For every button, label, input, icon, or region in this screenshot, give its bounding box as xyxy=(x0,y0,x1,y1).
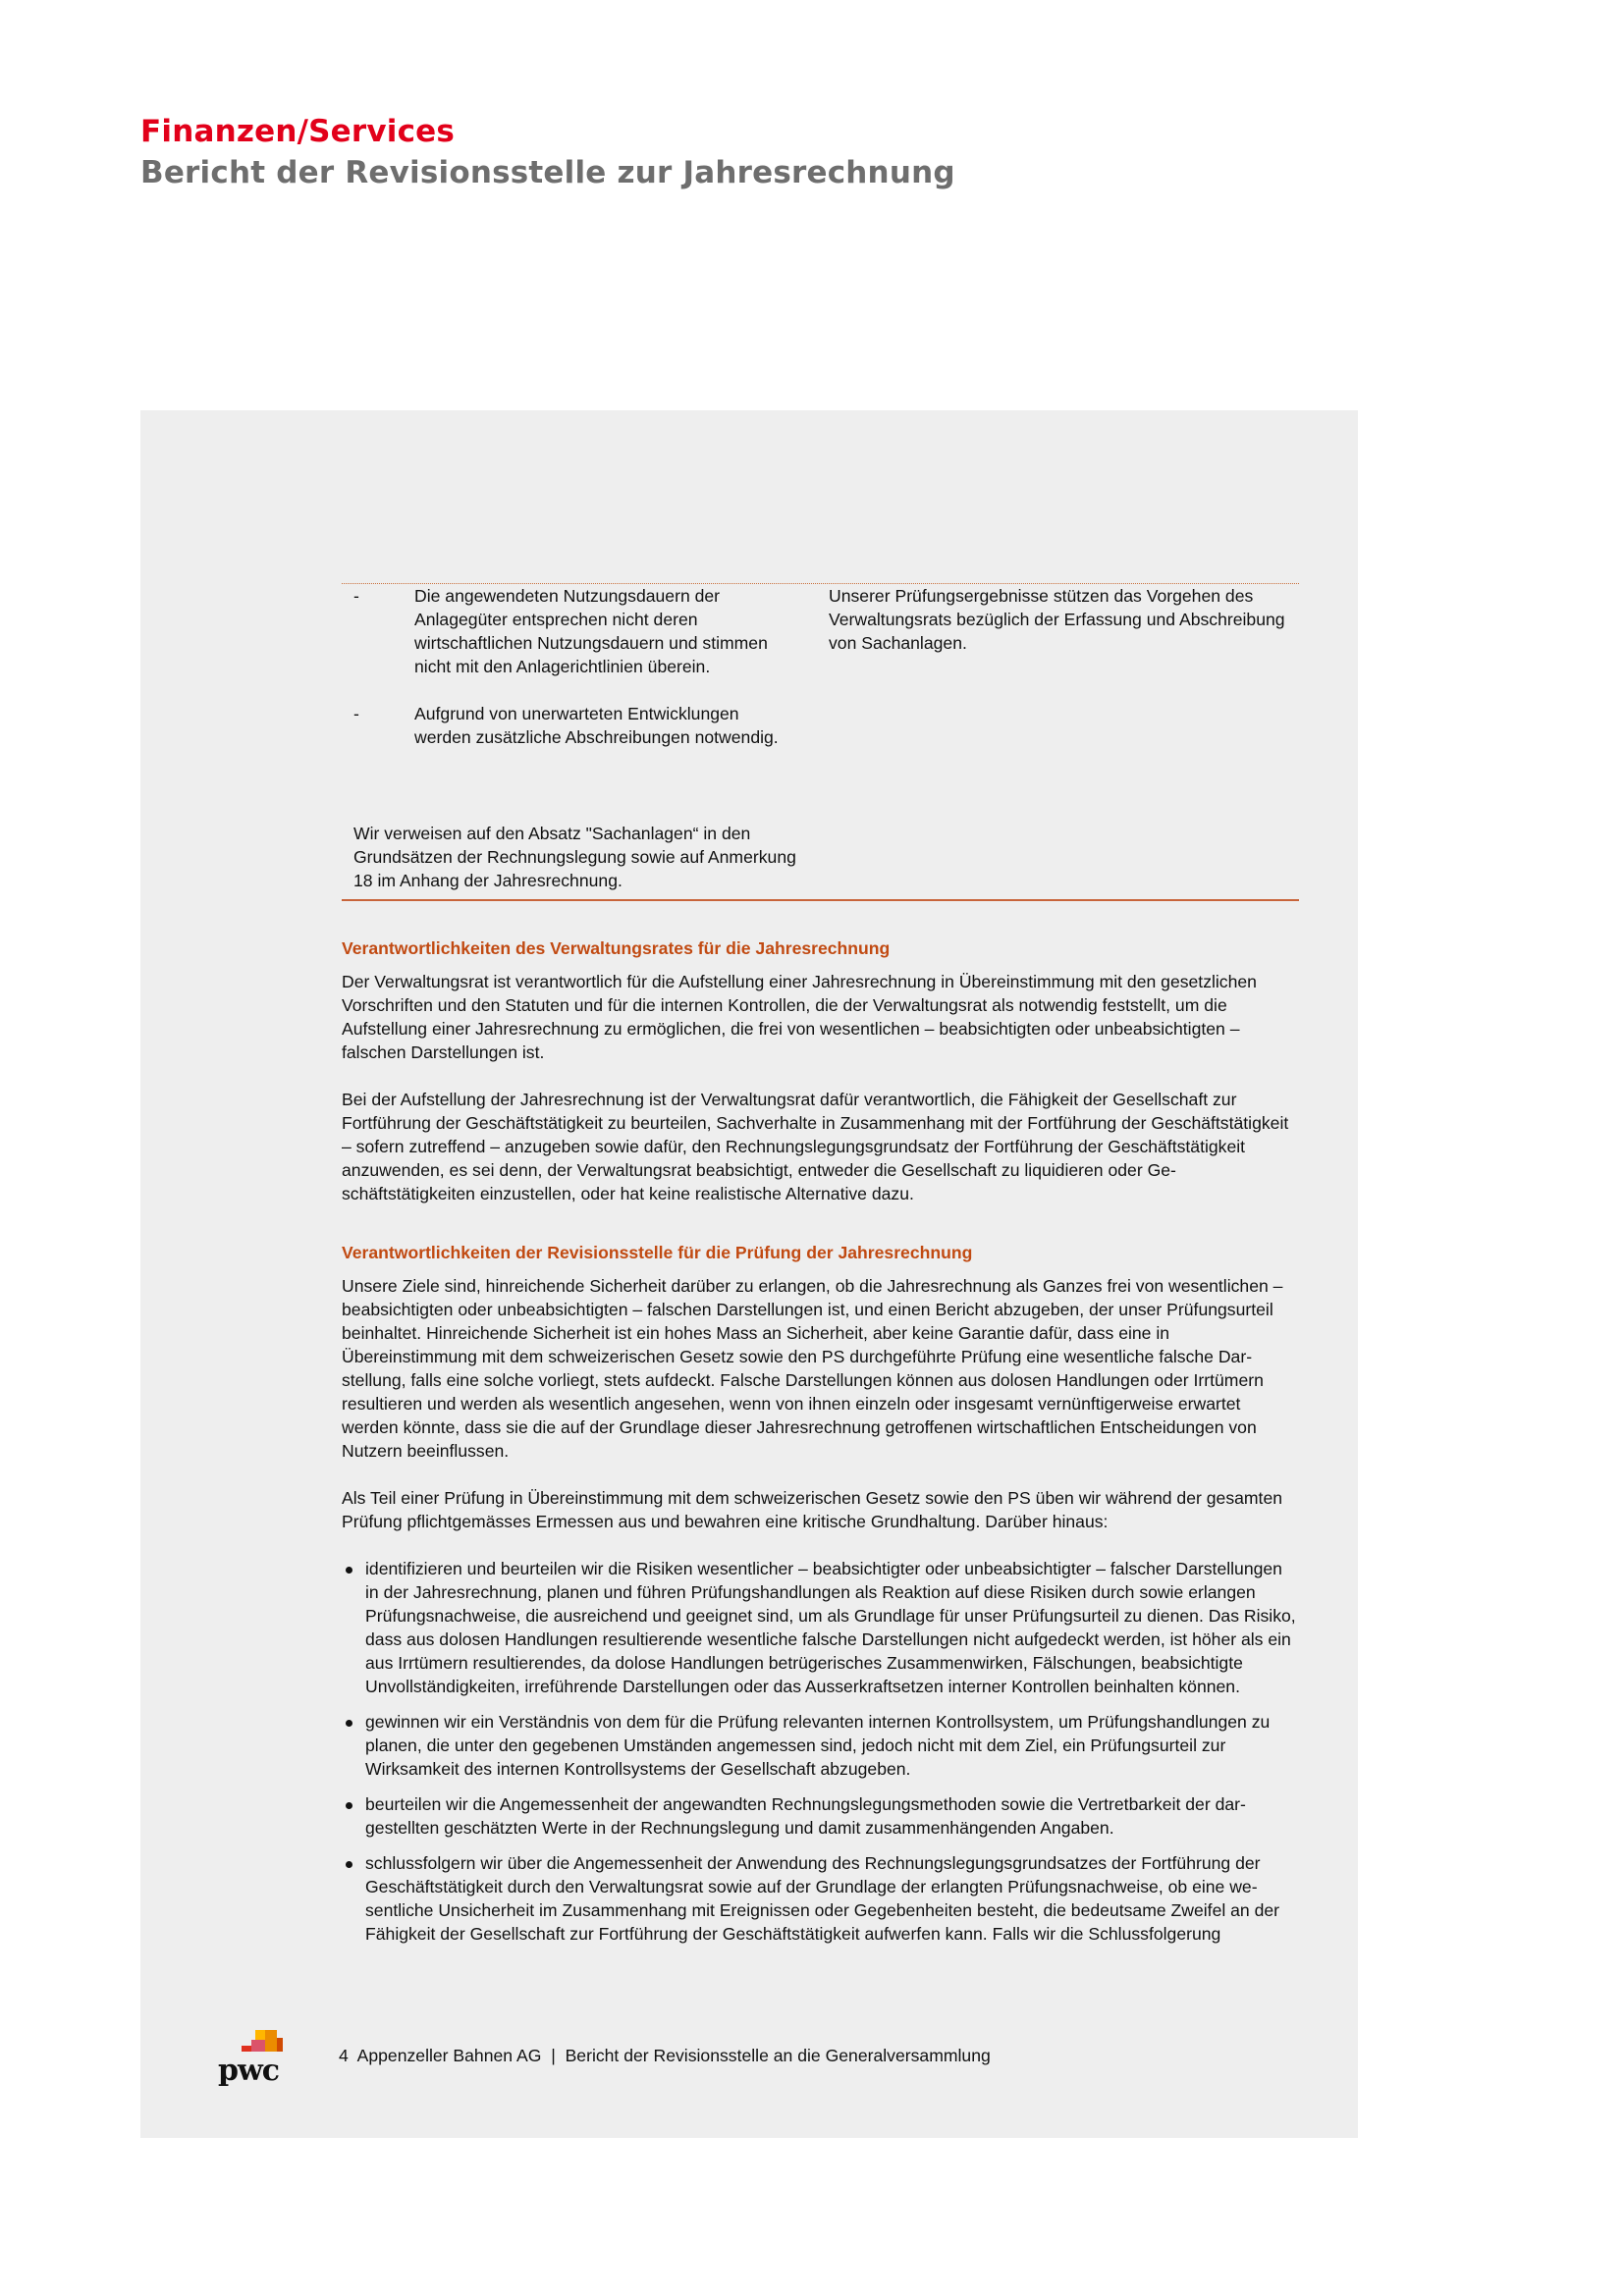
list-item-text: Die angewendeten Nutzungsdauern der Anlagegüter entsprechen nicht deren wirtschaftlichen Nutzungsdauern und stimmen nicht mit den Anlagerichtlinien überein. xyxy=(414,586,768,676)
table-list-item xyxy=(353,584,805,678)
report-content xyxy=(342,583,1299,1946)
table-list-item xyxy=(353,702,805,749)
company-name: Appenzeller Bahnen AG xyxy=(356,2046,542,2065)
table-right-column: Unserer Prüfungsergebnisse stützen das Vorgehen des Verwaltungsrats bezüglich der Erfassung und Abschreibung von Sachanlagen. xyxy=(829,586,1285,653)
paragraph: Bei der Aufstellung der Jahresrechnung ist der Verwaltungsrat dafür verantwortlich, die Fähigkeit der Gesellschaft zur Fortführung der Geschäftstätigkeit zu beurteilen, Sachverhalte in Zusammenhang mit der Fortführung der Geschäftstätigkeit – sofern zutreffend – anzugeben sowie dafür, den Rechnungslegungsgrundsatz der Fortführung der Geschäftstätigkeit anzuwenden, es sei denn, der Verwaltungsrat beabsichtigt, entweder die Gesellschaft zu liquidieren oder Geschäftstätigkeiten einzustellen, oder hat keine realistische Alternative dazu. xyxy=(342,1090,1289,1203)
page-footer xyxy=(339,2046,991,2066)
section-divider xyxy=(342,899,1299,901)
list-item xyxy=(342,1792,1299,1840)
list-item-text: beurteilen wir die Angemessenheit der angewandten Rechnungslegungsmethoden sowie die Vertretbarkeit der dargestellten geschätzten Werte in der Rechnungslegung und damit zusammenhängenden Angaben. xyxy=(365,1794,1246,1838)
dash-bullet: - xyxy=(353,704,359,723)
list-item xyxy=(342,1710,1299,1781)
logo-wordmark: pwc xyxy=(218,2054,280,2088)
paragraph: Der Verwaltungsrat ist verantwortlich für die Aufstellung einer Jahresrechnung in Übereinstimmung mit den gesetzlichen Vorschriften und den Statuten und für die internen Kontrollen, die der Verwaltungsrat als notwendig feststellt, um die Aufstellung einer Jahresrechnung zu ermöglichen, die frei von wesentlichen – beabsichtigten oder unbeabsichtigten – falschen Darstellungen ist. xyxy=(342,972,1257,1062)
list-item-text: gewinnen wir ein Verständnis von dem für die Prüfung relevanten internen Kontrollsystem, um Prüfungshandlungen zu planen, die unter den gegebenen Umständen angemessen sind, jedoch nicht mit dem Ziel, ein Prüfungsurteil zur Wirksamkeit des internen Kontrollsystems der Gesellschaft abzugeben. xyxy=(365,1712,1271,1779)
report-title: Bericht der Revisionsstelle an die Generalversammlung xyxy=(565,2046,991,2065)
list-item-text: Aufgrund von unerwarteten Entwicklungen werden zusätzliche Abschreibungen notwendig. xyxy=(414,704,779,747)
bullet-dot-icon xyxy=(346,1720,352,1727)
list-item-text: schlussfolgern wir über die Angemessenheit der Anwendung des Rechnungslegungsgrundsatzes der Fortführung der Geschäftstätigkeit durch den Verwaltungsrat sowie auf der Grundlage der erlangten Prüfungsnachweise, ob eine wesentliche Unsicherheit im Zusammenhang mit Ereignissen oder Gegebenheiten besteht, die bedeutsame Zweifel an der Fähigkeit der Gesellschaft zur Fortführung der Geschäftstätigkeit aufwerfen kann. Falls wir die Schlussfolgerung xyxy=(365,1853,1280,1944)
page-subtitle: Bericht der Revisionsstelle zur Jahresrechnung xyxy=(140,155,955,190)
section-heading-auditor: Verantwortlichkeiten der Revisionsstelle für die Prüfung der Jahresrechnung xyxy=(342,1243,973,1262)
page-number: 4 xyxy=(339,2046,349,2065)
bullet-dot-icon xyxy=(346,1861,352,1868)
table-left-column xyxy=(353,584,805,749)
audit-procedures-list xyxy=(342,1557,1299,1946)
footer-separator: | xyxy=(551,2046,556,2065)
list-item xyxy=(342,1557,1299,1698)
bullet-dot-icon xyxy=(346,1567,352,1574)
list-item-text: identifizieren und beurteilen wir die Risiken wesentlicher – beabsichtigter oder unbeabsichtigter – falscher Darstellungen in der Jahresrechnung, planen und führen Prüfungshandlungen als Reaktion auf diese Risiken durch sowie erlangen Prüfungsnachweise, die ausreichend und geeignet sind, um als Grundlage für unser Prüfungsurteil zu dienen. Das Risiko, dass aus dolosen Handlungen resultierende wesentliche falsche Darstellungen nicht aufgedeckt werden, ist höher als ein aus Irrtümern resultierendes, da dolose Handlungen betrügerisches Zusammenwirken, Fälschungen, beabsichtigte Unvollständigkeiten, irreführende Darstellungen oder das Ausserkraftsetzen interner Kontrollen beinhalten können. xyxy=(365,1559,1296,1696)
list-item xyxy=(342,1851,1299,1946)
table-reference-note: Wir verweisen auf den Absatz "Sachanlagen“ in den Grundsätzen der Rechnungslegung sowie auf Anmerkung 18 im Anhang der Jahresrechnung. xyxy=(353,824,796,890)
paragraph: Unsere Ziele sind, hinreichende Sicherheit darüber zu erlangen, ob die Jahresrechnung als Ganzes frei von wesentlichen – beabsichtigten oder unbeabsichtigten – falschen Darstellungen ist, und einen Bericht abzugeben, der unser Prüfungsurteil beinhaltet. Hinreichende Sicherheit ist ein hohes Mass an Sicherheit, aber keine Garantie dafür, dass eine in Übereinstimmung mit dem schweizerischen Gesetz sowie den PS durchgeführte Prüfung eine wesentliche falsche Darstellung, falls eine solche vorliegt, stets aufdeckt. Falsche Darstellungen können aus dolosen Handlungen oder Irrtümern resultieren und werden als wesentlich angesehen, wenn von ihnen einzeln oder insgesamt vernünftigerweise erwartet werden könnte, dass sie die auf der Grundlage dieser Jahresrechnung getroffenen wirtschaftlichen Entscheidungen von Nutzern beeinflussen. xyxy=(342,1276,1283,1461)
dash-bullet: - xyxy=(353,586,359,606)
section-title: Finanzen/Services xyxy=(140,114,456,149)
bullet-dot-icon xyxy=(346,1802,352,1809)
pwc-logo xyxy=(218,2030,311,2089)
section-heading-board: Verantwortlichkeiten des Verwaltungsrates für die Jahresrechnung xyxy=(342,938,891,958)
key-audit-matter-table xyxy=(342,583,1299,893)
paragraph: Als Teil einer Prüfung in Übereinstimmung mit dem schweizerischen Gesetz sowie den PS üben wir während der gesamten Prüfung pflichtgemässes Ermessen aus und bewahren eine kritische Grundhaltung. Darüber hinaus: xyxy=(342,1488,1283,1531)
